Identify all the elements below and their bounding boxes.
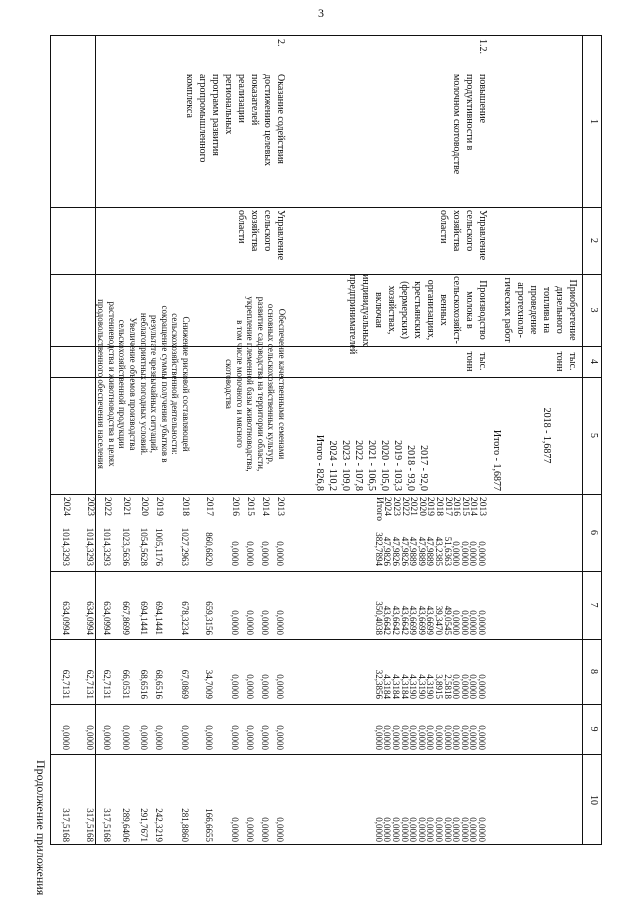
amount-cell: 281,8860 <box>180 808 190 842</box>
amount-cell: 0,0000 <box>451 817 462 842</box>
amount-cell: 0,0000 <box>451 725 462 750</box>
amount-cell: 0,0000 <box>275 817 285 842</box>
amount-cell: 47,9889 <box>408 536 419 566</box>
header-col-9: 9 <box>588 726 599 732</box>
amount-cell: 62,7131 <box>61 669 71 699</box>
amount-cell: 43,6642 <box>399 605 410 635</box>
amount-cell: 1023,5636 <box>121 527 131 566</box>
year-label: 2018 <box>434 497 444 516</box>
year-label: 2023 <box>85 497 95 516</box>
amount-cell: 0,0000 <box>425 725 436 750</box>
header-col-7: 7 <box>588 602 599 608</box>
amount-cell: 382,7894 <box>373 532 384 566</box>
amount-cell: 0,0000 <box>180 725 190 750</box>
amount-cell: 0,0000 <box>408 725 419 750</box>
amount-cell: 43,6642 <box>391 605 401 635</box>
amount-cell: 0,0000 <box>468 725 479 750</box>
amount-cell: 0,0000 <box>468 610 479 635</box>
amount-cell: 317,5168 <box>102 808 112 842</box>
amount-cell: 634,0994 <box>102 601 112 635</box>
amount-cell: 0,0000 <box>399 817 410 842</box>
page-number: 3 <box>318 6 324 20</box>
amount-cell: 47,9889 <box>416 536 427 566</box>
year-label: 2022 <box>399 497 410 516</box>
year-label: 2016 <box>230 497 240 516</box>
amount-cell: 0,0000 <box>260 610 270 635</box>
header-col-10: 10 <box>588 795 599 805</box>
year-label: 2018 <box>180 497 190 516</box>
amount-cell: 0,0000 <box>245 817 255 842</box>
amount-cell: 0,0000 <box>451 674 462 699</box>
year-label: 2019 <box>425 497 436 516</box>
amount-cell: 62,7131 <box>102 669 112 699</box>
row-2-executor: Управление сельского хозяйства области <box>236 210 286 261</box>
amount-cell: 4,3190 <box>416 674 427 699</box>
amount-cell: 0,0000 <box>477 610 487 635</box>
year-label: 2017 <box>204 497 214 516</box>
year-label: 2019 <box>154 497 164 516</box>
year-label: 2020 <box>416 497 427 516</box>
amount-cell: 659,3156 <box>204 601 214 635</box>
year-label: 2014 <box>468 497 479 516</box>
amount-cell: 0,0000 <box>61 725 71 750</box>
amount-cell: 67,0869 <box>180 669 190 699</box>
amount-cell: 317,5168 <box>85 808 95 842</box>
amount-cell: 0,0000 <box>477 674 487 699</box>
year-label: 2013 <box>275 497 285 516</box>
amount-cell: 350,4038 <box>373 601 384 635</box>
amount-cell: 32,3856 <box>373 669 384 699</box>
amount-cell: 634,0994 <box>85 601 95 635</box>
amount-cell: 1054,5628 <box>139 527 149 566</box>
data-table <box>50 35 602 845</box>
year-label: 2014 <box>260 497 270 516</box>
header-col-8: 8 <box>588 669 599 674</box>
amount-cell: 0,0000 <box>477 817 487 842</box>
amount-cell: 0,0000 <box>275 610 285 635</box>
amount-cell: 0,0000 <box>275 674 285 699</box>
row-2-description-seeds: Обеспечение качественными семенами основных сельскохозяйственных культур, развитие садоводства на территории области, укрепление племенной базы животноводства, в том числе молочного и мясного скотоводства <box>224 296 287 472</box>
amount-cell: 0,0000 <box>434 817 444 842</box>
amount-cell: 43,6699 <box>425 605 436 635</box>
amount-cell: 3,8915 <box>434 674 444 699</box>
amount-cell: 0,0000 <box>139 725 149 750</box>
row-1-2-unit-fuel: тыс. тонн <box>554 351 578 372</box>
amount-cell: 0,0000 <box>245 541 255 566</box>
amount-cell: 39,3470 <box>434 605 444 635</box>
amount-cell: 0,0000 <box>468 674 479 699</box>
amount-cell: 0,0000 <box>260 674 270 699</box>
year-label: 2024 <box>382 497 393 516</box>
row-1-2-indicator-fuel: Приобретение дизельного топлива на проведение агротехноло- гических работ <box>502 277 578 343</box>
row-1-2-number: 1.2. <box>477 39 488 54</box>
amount-cell: 0,0000 <box>275 725 285 750</box>
amount-cell: 0,0000 <box>85 725 95 750</box>
amount-cell: 0,0000 <box>399 725 410 750</box>
header-col-3: 3 <box>588 307 599 313</box>
amount-cell: 0,0000 <box>260 541 270 566</box>
year-label: Итого <box>373 497 384 522</box>
row-2-task: Оказание содействия достижению целевых показателей реализации региональных программ развития агропромышленного комплекса <box>184 74 286 167</box>
amount-cell: 0,0000 <box>230 541 240 566</box>
year-label: 2021 <box>408 497 419 516</box>
year-label: 2017 <box>442 497 453 516</box>
amount-cell: 43,2385 <box>434 536 444 566</box>
amount-cell: 0,0000 <box>477 541 487 566</box>
amount-cell: 242,3219 <box>154 808 164 842</box>
amount-cell: 43,6699 <box>408 605 419 635</box>
row-1-2-task: повышение продуктивности в молочном скотоводстве <box>451 74 488 175</box>
amount-cell: 0,0000 <box>245 610 255 635</box>
header-col-5: 5 <box>588 433 599 438</box>
amount-cell: 634,0994 <box>61 601 71 635</box>
amount-cell: 0,0000 <box>391 817 401 842</box>
amount-cell: 1014,3293 <box>61 527 71 566</box>
amount-cell: 0,0000 <box>382 817 393 842</box>
amount-cell: 1014,3293 <box>102 527 112 566</box>
amount-cell: 2,5818 <box>442 674 453 699</box>
amount-cell: 0,0000 <box>416 817 427 842</box>
amount-cell: 667,8699 <box>121 601 131 635</box>
amount-cell: 68,6516 <box>154 669 164 699</box>
amount-cell: 66,0531 <box>121 669 131 699</box>
amount-cell: 4,3190 <box>408 674 419 699</box>
year-label: 2015 <box>245 497 255 516</box>
amount-cell: 68,6516 <box>139 669 149 699</box>
row-1-2-values-milk: 2017 - 92,0 2018 - 93,0 2019 - 103,3 2020 - 105,0 2021 - 106,5 2022 - 107,8 2023 - 109,0 2024 - 110,2 Итого - 826,8 <box>314 434 429 491</box>
year-label: 2020 <box>139 497 149 516</box>
amount-cell: 1027,2963 <box>180 527 190 566</box>
amount-cell: 0,0000 <box>459 725 470 750</box>
amount-cell: 0,0000 <box>451 610 462 635</box>
amount-cell: 1005,1176 <box>154 528 164 566</box>
year-label: 2016 <box>451 497 462 516</box>
amount-cell: 51,6363 <box>442 536 453 566</box>
year-label: 2024 <box>61 497 71 516</box>
amount-cell: 0,0000 <box>275 541 285 566</box>
year-label: 2013 <box>477 497 487 516</box>
amount-cell: 0,0000 <box>245 725 255 750</box>
appendix-label: Продолжение приложения <box>34 760 48 896</box>
amount-cell: 0,0000 <box>204 725 214 750</box>
amount-cell: 0,0000 <box>477 725 487 750</box>
amount-cell: 4,3184 <box>399 674 410 699</box>
amount-cell: 47,9826 <box>399 536 410 566</box>
amount-cell: 678,3234 <box>180 601 190 635</box>
amount-cell: 47,9889 <box>425 536 436 566</box>
header-col-6: 6 <box>588 530 599 535</box>
amount-cell: 0,0000 <box>245 674 255 699</box>
amount-cell: 1014,3293 <box>85 527 95 566</box>
header-col-1: 1 <box>588 119 599 124</box>
amount-cell: 0,0000 <box>260 817 270 842</box>
row-1-2-unit-milk: тыс. тонн <box>464 351 488 372</box>
year-label: 2015 <box>459 497 470 516</box>
amount-cell: 317,5168 <box>61 808 71 842</box>
amount-cell: 694,1441 <box>154 601 164 635</box>
row-1-2-indicator-milk: Производство молока в сельскохозяйст- венных организациях, крестьянских (фермерских) хозяйствах, включая индивидуальных предпринимателей <box>347 274 488 355</box>
row-1-2-total-fuel: Итого - 1,6877 <box>491 429 502 491</box>
amount-cell: 0,0000 <box>373 725 384 750</box>
amount-cell: 0,0000 <box>442 817 453 842</box>
amount-cell: 0,0000 <box>382 725 393 750</box>
amount-cell: 289,6406 <box>121 808 131 842</box>
amount-cell: 0,0000 <box>102 725 112 750</box>
amount-cell: 0,0000 <box>459 817 470 842</box>
amount-cell: 0,0000 <box>416 725 427 750</box>
amount-cell: 0,0000 <box>408 817 419 842</box>
amount-cell: 0,0000 <box>121 725 131 750</box>
row-1-2-executor: Управление сельского хозяйства области <box>438 210 488 261</box>
amount-cell: 0,0000 <box>459 674 470 699</box>
amount-cell: 166,6655 <box>204 808 214 842</box>
year-label: 2022 <box>102 497 112 516</box>
amount-cell: 860,6820 <box>204 532 214 566</box>
amount-cell: 0,0000 <box>230 610 240 635</box>
row-2-description-risk: Снижение рисковой составляющей сельскохозяйственной деятельности: сокращение суммы получения убытков в результате чрезвычайных ситуаций, неблагоприятных погодных условий. Увеличение объемов производства сельскохозяйственной продукции растениеводства и животноводства в целях продовольственного обеспечения населения <box>96 299 191 469</box>
header-col-2: 2 <box>588 238 599 243</box>
amount-cell: 34,7009 <box>204 669 214 699</box>
amount-cell: 47,9826 <box>382 536 393 566</box>
amount-cell: 4,3190 <box>425 674 436 699</box>
amount-cell: 0,0000 <box>468 817 479 842</box>
amount-cell: 291,7671 <box>139 808 149 842</box>
amount-cell: 43,6642 <box>382 605 393 635</box>
header-col-4: 4 <box>588 359 599 364</box>
year-label: 2023 <box>391 497 401 516</box>
amount-cell: 0,0000 <box>154 725 164 750</box>
row-2-number: 2. <box>275 39 286 47</box>
amount-cell: 0,0000 <box>434 725 444 750</box>
amount-cell: 0,0000 <box>442 725 453 750</box>
amount-cell: 0,0000 <box>425 817 436 842</box>
amount-cell: 47,9826 <box>391 536 401 566</box>
amount-cell: 0,0000 <box>260 725 270 750</box>
amount-cell: 694,1441 <box>139 601 149 635</box>
year-label: 2021 <box>121 497 131 516</box>
amount-cell: 0,0000 <box>459 610 470 635</box>
amount-cell: 0,0000 <box>373 817 384 842</box>
amount-cell: 43,6699 <box>416 605 427 635</box>
amount-cell: 0,0000 <box>391 725 401 750</box>
amount-cell: 4,3184 <box>382 674 393 699</box>
amount-cell: 4,3184 <box>391 674 401 699</box>
amount-cell: 0,0000 <box>230 674 240 699</box>
amount-cell: 62,7131 <box>85 669 95 699</box>
row-1-2-value-fuel: 2018 - 1,6877 <box>541 407 552 464</box>
amount-cell: 0,0000 <box>451 541 462 566</box>
amount-cell: 0,0000 <box>230 725 240 750</box>
amount-cell: 49,0545 <box>442 605 453 635</box>
amount-cell: 0,0000 <box>230 817 240 842</box>
amount-cell: 0,0000 <box>459 541 470 566</box>
amount-cell: 0,0000 <box>468 541 479 566</box>
